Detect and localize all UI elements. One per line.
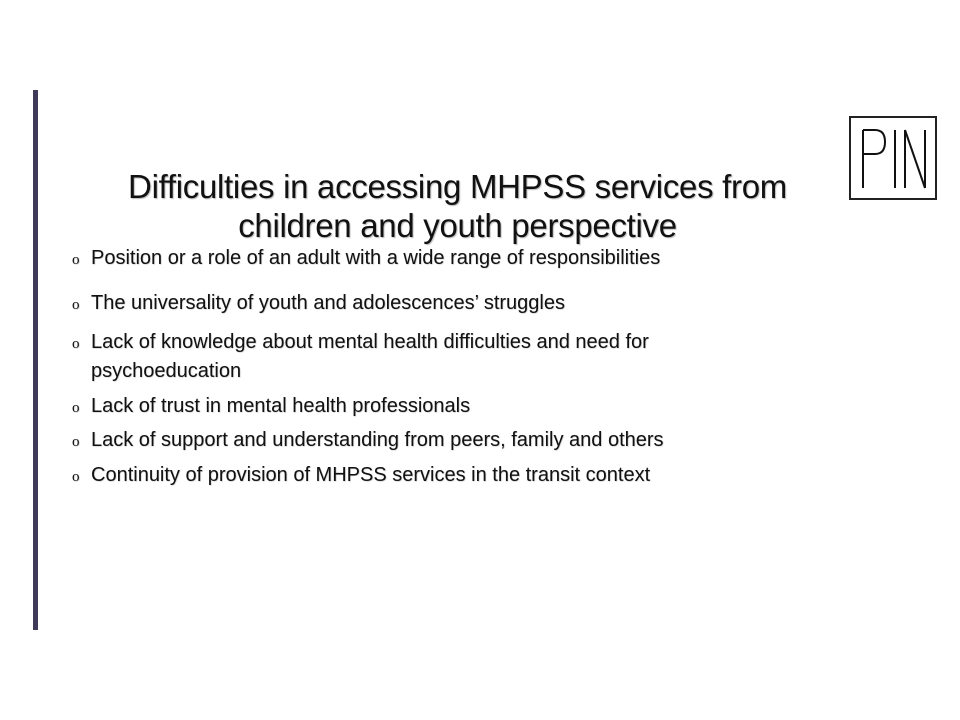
bullet-item xyxy=(72,461,812,490)
bullet-item xyxy=(72,244,812,273)
pin-logo-glyphs xyxy=(851,118,935,198)
bullet-text: Lack of support and understanding from peers, family and others xyxy=(91,429,664,451)
pin-logo-icon xyxy=(849,116,937,200)
bullet-marker: o xyxy=(72,400,80,416)
bullet-marker: o xyxy=(72,469,80,485)
bullet-item xyxy=(72,392,812,421)
bullet-marker: o xyxy=(72,434,80,450)
bullet-marker: o xyxy=(72,252,80,268)
bullet-marker: o xyxy=(72,336,80,352)
bullet-item xyxy=(72,426,812,455)
slide-title-line-1: Difficulties in accessing MHPSS services from xyxy=(128,168,787,206)
bullet-text: Lack of trust in mental health professionals xyxy=(91,395,471,417)
bullet-item xyxy=(72,328,812,386)
bullet-text: The universality of youth and adolescences’ struggles xyxy=(91,292,565,314)
accent-bar xyxy=(33,90,38,630)
bullet-text: Continuity of provision of MHPSS services in the transit context xyxy=(91,464,651,486)
slide-title xyxy=(60,167,855,245)
bullet-marker: o xyxy=(72,297,80,313)
bullet-item xyxy=(72,289,812,318)
bullet-text: Position or a role of an adult with a wide range of responsibilities xyxy=(91,247,661,269)
bullet-text-line-2: psychoeducation xyxy=(91,360,242,382)
slide-title-line-2: children and youth perspective xyxy=(238,207,677,245)
bullet-text-line-1: Lack of knowledge about mental health difficulties and need for xyxy=(91,331,649,353)
